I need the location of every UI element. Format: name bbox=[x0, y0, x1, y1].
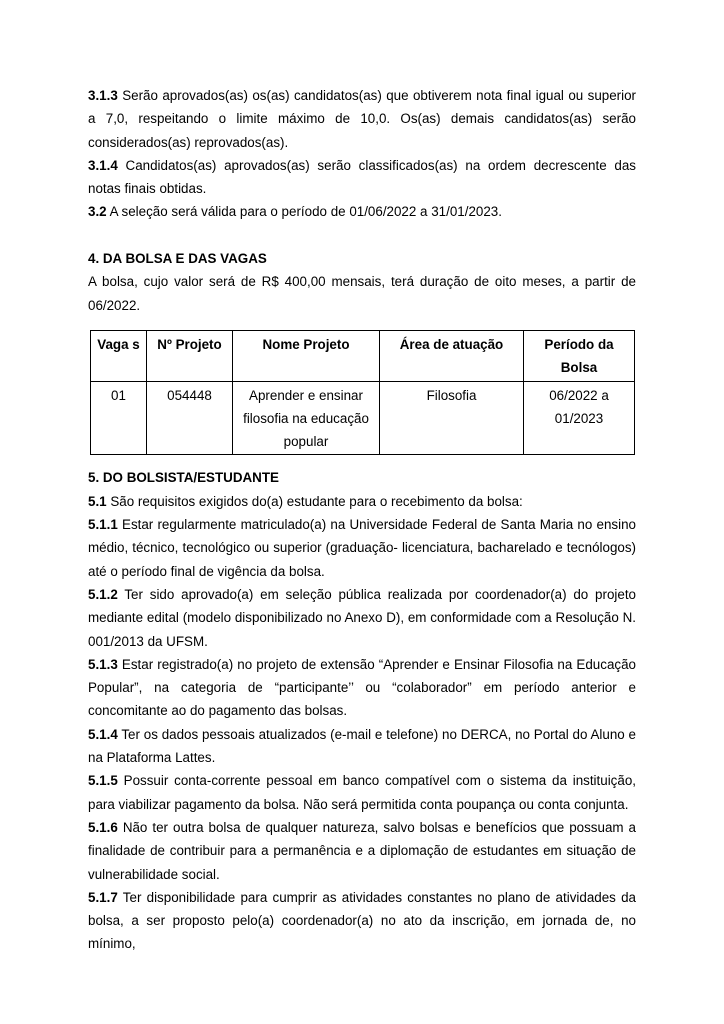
item-text: Serão aprovados(as) os(as) candidatos(as) que obtiverem nota final igual ou superior a 7,0, respeitando o limite máximo de 10,0. Os(as) demais candidatos(as) serão considerados(as) reprovados(as). bbox=[88, 88, 636, 150]
paragraph-5-1-7 bbox=[88, 886, 636, 956]
item-number: 3.2 bbox=[88, 204, 107, 220]
paragraph-3-1-4 bbox=[88, 154, 636, 201]
section-4-text: A bolsa, cujo valor será de R$ 400,00 mensais, terá duração de oito meses, a partir de 06/2022. bbox=[88, 274, 636, 313]
paragraph-5-1 bbox=[88, 490, 636, 513]
item-number: 5.1.1 bbox=[88, 517, 118, 533]
cell-area-atuacao: Filosofia bbox=[380, 381, 524, 455]
paragraph-3-2 bbox=[88, 200, 636, 223]
cell-periodo-bolsa: 06/2022 a 01/2023 bbox=[524, 381, 635, 455]
table-header-row bbox=[91, 330, 635, 381]
header-area-atuacao: Área de atuação bbox=[380, 330, 524, 381]
header-vagas: Vaga s bbox=[91, 330, 147, 381]
spacer bbox=[88, 224, 636, 247]
table-row bbox=[91, 381, 635, 455]
cell-vagas: 01 bbox=[91, 381, 147, 455]
item-text: São requisitos exigidos do(a) estudante para o recebimento da bolsa: bbox=[110, 493, 523, 509]
header-nome-projeto: Nome Projeto bbox=[233, 330, 380, 381]
section-4-heading: 4. DA BOLSA E DAS VAGAS bbox=[88, 251, 267, 267]
item-number: 5.1.3 bbox=[88, 656, 118, 672]
paragraph-5-1-6 bbox=[88, 816, 636, 886]
item-number: 5.1.7 bbox=[88, 889, 118, 905]
section-5-heading: 5. DO BOLSISTA/ESTUDANTE bbox=[88, 470, 279, 486]
item-text: Ter os dados pessoais atualizados (e-mail e telefone) no DERCA, no Portal do Aluno e na Plataforma Lattes. bbox=[88, 726, 636, 766]
item-number: 5.1 bbox=[88, 493, 107, 509]
paragraph-5-1-3 bbox=[88, 653, 636, 723]
item-text: Estar registrado(a) no projeto de extensão “Aprender e Ensinar Filosofia na Educação Popular”, na categoria de “participante’’ ou “colaborador” em período anterior e concomitante ao do pagamento das bolsas. bbox=[88, 656, 636, 719]
paragraph-3-1-3 bbox=[88, 84, 636, 154]
header-periodo-bolsa: Período da Bolsa bbox=[524, 330, 635, 381]
vagas-table bbox=[90, 330, 635, 455]
item-number: 5.1.6 bbox=[88, 819, 118, 835]
item-number: 5.1.4 bbox=[88, 726, 118, 742]
header-numero-projeto: Nº Projeto bbox=[147, 330, 233, 381]
item-text: Ter disponibilidade para cumprir as atividades constantes no plano de atividades da bolsa, a ser proposto pelo(a) coordenador(a) no ato da inscrição, em jornada de, no mínimo, bbox=[88, 889, 636, 952]
item-text: Candidatos(as) aprovados(as) serão classificados(as) na ordem decrescente das notas finais obtidas. bbox=[88, 157, 636, 197]
item-text: Ter sido aprovado(a) em seleção pública realizada por coordenador(a) do projeto mediante edital (modelo disponibilizado no Anexo D), em conformidade com a Resolução N. 001/2013 da UFSM. bbox=[88, 586, 636, 649]
item-number: 3.1.3 bbox=[88, 88, 118, 103]
item-number: 5.1.2 bbox=[88, 586, 118, 602]
item-text: Possuir conta-corrente pessoal em banco compatível com o sistema da instituição, para viabilizar pagamento da bolsa. Não será permitida conta poupança ou conta conjunta. bbox=[88, 773, 636, 812]
paragraph-5-1-2 bbox=[88, 583, 636, 653]
item-number: 5.1.5 bbox=[88, 773, 118, 789]
paragraph-5-1-4 bbox=[88, 723, 636, 770]
item-text: Não ter outra bolsa de qualquer natureza, salvo bolsas e benefícios que possuam a finalidade de contribuir para a permanência e a diplomação de estudantes em situação de vulnerabilidade social. bbox=[88, 819, 636, 882]
item-text: A seleção será válida para o período de 01/06/2022 a 31/01/2023. bbox=[109, 204, 502, 220]
item-number: 3.1.4 bbox=[88, 157, 118, 173]
cell-numero-projeto: 054448 bbox=[147, 381, 233, 455]
document-page bbox=[88, 84, 636, 956]
item-text: Estar regularmente matriculado(a) na Universidade Federal de Santa Maria no ensino médio, técnico, tecnológico ou superior (graduação- licenciatura, bacharelado e tecnólogos) até o período final de vigência da bolsa. bbox=[88, 517, 636, 579]
cell-nome-projeto: Aprender e ensinar filosofia na educação popular bbox=[233, 381, 380, 455]
paragraph-5-1-5 bbox=[88, 769, 636, 816]
paragraph-5-1-1 bbox=[88, 513, 636, 583]
